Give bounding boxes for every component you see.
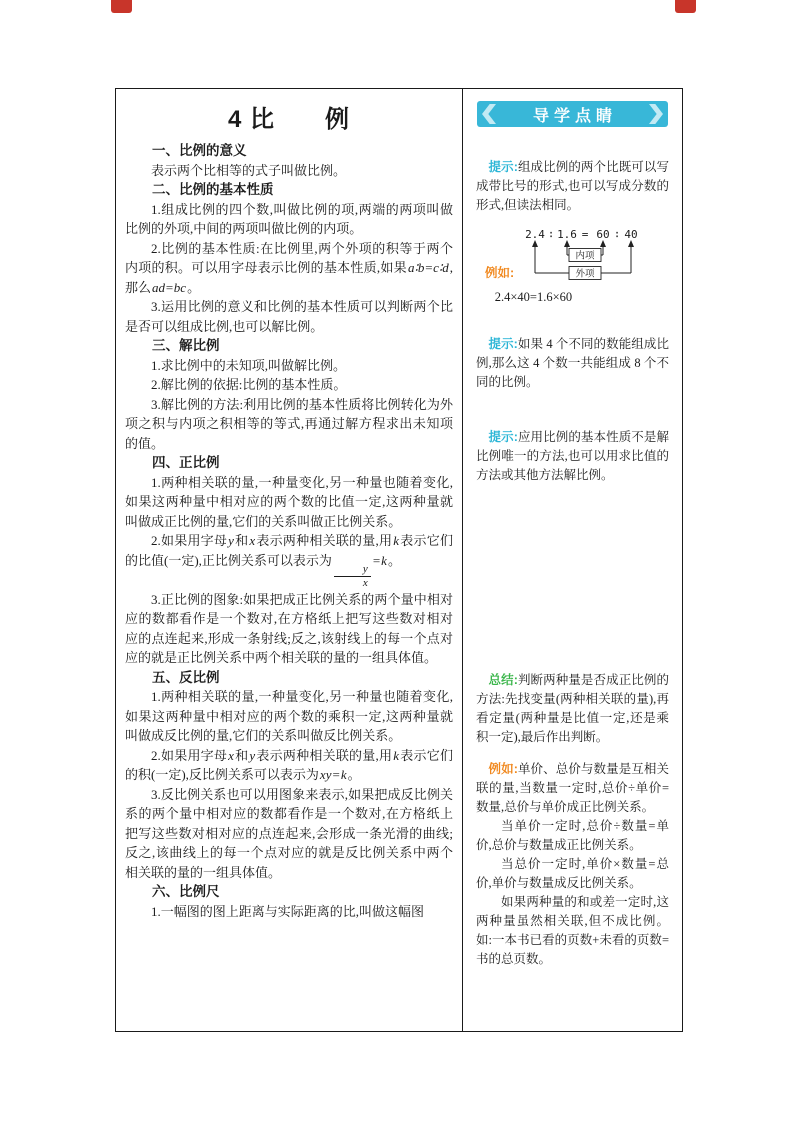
math-expression: a∶b=c∶d	[407, 260, 449, 275]
math-expression: k	[393, 533, 400, 548]
math-expression: x	[228, 747, 234, 763]
text-run: 。	[187, 279, 201, 295]
example-paragraph: 如果两种量的和或差一定时,这两种量虽然相关联,但不成比例。如:一本书已看的页数+未看的页数=书的总页数。	[476, 895, 669, 966]
section-heading: 一、比例的意义	[152, 143, 247, 158]
example-label: 例如:	[488, 762, 518, 776]
text-run: 2.如果用字母	[151, 747, 228, 763]
math-expression: xy	[319, 767, 332, 783]
paragraph: 1.两种相关联的量,一种量变化,另一种量也随着变化,如果这两种量中相对应的两个数的乘积一定,这两种量就叫做成反比例的量,它们的关系叫做反比例关系。	[125, 689, 453, 744]
banner-chevron-left-icon	[482, 104, 496, 124]
fraction	[334, 564, 371, 590]
paragraph	[125, 531, 453, 590]
sidebar-banner	[477, 101, 668, 127]
hint-text: 应用比例的基本性质不是解比例唯一的方法,也可以用求比值的方法或其他方法解比例。	[476, 430, 669, 482]
corner-mark-right	[675, 0, 696, 13]
hint-note	[476, 335, 669, 392]
text-run: 。	[387, 552, 401, 568]
paragraph: 1.两种相关联的量,一种量变化,另一种量也随着变化,如果这两种量中相对应的两个数的比值一定,这两种量就叫做成正比例的量,它们的关系叫做正比例关系。	[125, 474, 453, 529]
paragraph: 1.组成比例的四个数,叫做比例的项,两端的两项叫做比例的外项,中间的两项叫做比例的内项。	[125, 201, 453, 236]
section-heading: 五、反比例	[152, 669, 220, 685]
paragraph	[125, 746, 453, 785]
ratio-example-block	[476, 227, 669, 305]
ratio-example-row	[476, 227, 669, 285]
math-expression: k	[340, 767, 347, 783]
paragraph: 表示两个比相等的式子叫做比例。	[151, 162, 347, 178]
paragraph: 3.反比例关系也可以用图象来表示,如果把成反比例关系的两个量中相对应的数都看作是一个数对,在方格纸上把写这些数对相对应的点连起来,会形成一条光滑的曲线;反之,该曲线上的每一个点对应的就是反比例关系中两个相关联的量的一组具体值。	[125, 786, 453, 880]
content-frame	[115, 88, 683, 1032]
paragraph: 1.求比例中的未知项,叫做解比例。	[151, 357, 347, 373]
section-solve-proportion	[125, 336, 453, 453]
sidebar-column	[463, 89, 682, 1031]
example-paragraph: 当单价一定时,总价÷数量=单价,总价与数量成正比例关系。	[476, 819, 669, 852]
hint-label: 提示:	[488, 160, 518, 174]
section-heading: 二、比例的基本性质	[152, 182, 274, 197]
hint-note	[476, 158, 669, 215]
arrowhead-icon	[564, 240, 570, 247]
text-run: 2.比例的基本性质:在比例里,两个外项的积等于两个内项的积。可以用字母表示比例的基本性质,如果	[125, 240, 453, 275]
text-run: 表示两种相关联的量,用	[256, 533, 393, 548]
ratio-expression: 2.4 ∶ 1.6 = 60 ∶ 40	[525, 228, 638, 241]
section-proportion-meaning	[125, 141, 453, 180]
text-run: 表示两种相关联的量,用	[256, 747, 393, 763]
text-run: =	[332, 767, 340, 783]
section-heading: 四、正比例	[152, 455, 220, 470]
summary-note	[476, 671, 669, 747]
text-run: =	[372, 552, 381, 568]
text-run: 表示它们的积(一定),反比例关系可以表示为	[125, 747, 453, 783]
main-column	[116, 89, 463, 1031]
hint-text: 组成比例的两个比既可以写成带比号的形式,也可以写成分数的形式,但读法相同。	[476, 160, 669, 212]
example-text: 单价、总价与数量是互相关联的量,当数量一定时,总价÷单价=数量,总价与单价成正比例关系。	[476, 762, 669, 814]
math-expression: y	[228, 533, 234, 548]
paragraph: 1.一幅图的图上距离与实际距离的比,叫做这幅图	[151, 903, 425, 919]
paragraph	[125, 239, 453, 298]
arrowhead-icon	[628, 240, 634, 247]
math-expression: y	[249, 747, 256, 763]
math-expression: k	[393, 747, 400, 763]
arrowhead-icon	[532, 240, 538, 247]
math-expression: k	[381, 552, 387, 568]
hint-note	[476, 428, 669, 485]
text-run: 和	[234, 747, 249, 763]
arrowhead-icon	[600, 240, 606, 247]
cross-product-equation: 2.4×40=1.6×60	[494, 290, 573, 304]
corner-mark-left	[111, 0, 132, 13]
hint-label: 提示:	[488, 430, 518, 444]
fraction-numerator: y	[334, 564, 371, 578]
summary-label: 总结:	[488, 673, 518, 687]
example-label: 例如:	[485, 266, 515, 280]
math-expression: x	[249, 533, 256, 548]
outer-terms-label: 外项	[575, 268, 595, 280]
text-run: ,那么	[125, 260, 453, 295]
section-scale	[125, 882, 453, 921]
section-inverse-proportion	[125, 668, 453, 883]
page-title: 4 比 例	[227, 106, 350, 133]
text-run: 和	[234, 533, 249, 548]
paragraph: 3.运用比例的意义和比例的基本性质可以判断两个比是否可以组成比例,也可以解比例。	[125, 299, 453, 334]
hint-text: 如果 4 个不同的数能组成比例,那么这 4 个数一共能组成 8 个不同的比例。	[476, 337, 669, 389]
fraction-denominator: x	[362, 577, 368, 590]
math-expression: ad=bc	[152, 279, 187, 295]
section-direct-proportion	[125, 453, 453, 668]
hint-label: 提示:	[488, 337, 518, 351]
paragraph: 3.正比例的图象:如果把成正比例关系的两个量中相对应的数都看作是一个数对,在方格纸上把写这些数对相对应的点连起来,形成一条射线;反之,该射线上的每一个点对应的就是正比例关系中两个相关联的量的一组具体值。	[125, 591, 453, 666]
section-basic-property	[125, 180, 453, 336]
text-run: 表示它们的比值(一定),正比例关系可以表示为	[125, 533, 453, 568]
banner-chevron-right-icon	[649, 104, 663, 124]
section-heading: 六、比例尺	[152, 884, 220, 900]
paragraph: 3.解比例的方法:利用比例的基本性质将比例转化为外项之积与内项之积相等的等式,再通过解方程求出未知项的值。	[125, 396, 453, 451]
ratio-terms-diagram	[517, 227, 667, 285]
example-note	[476, 760, 669, 969]
text-run: 2.如果用字母	[151, 533, 228, 548]
inner-terms-label: 内项	[575, 250, 595, 262]
example-paragraph	[476, 760, 669, 817]
text-run: 。	[347, 767, 361, 783]
paragraph: 2.解比例的依据:比例的基本性质。	[151, 377, 347, 392]
banner-title: 导学点睛	[532, 107, 617, 125]
summary-text: 判断两种量是否成正比例的方法:先找变量(两种相关联的量),再看定量(两种量是比值一定,还是乘积一定),最后作出判断。	[476, 673, 669, 744]
example-paragraph: 当总价一定时,单价×数量=总价,单价与数量成反比例关系。	[476, 857, 669, 890]
section-heading: 三、解比例	[152, 338, 220, 353]
